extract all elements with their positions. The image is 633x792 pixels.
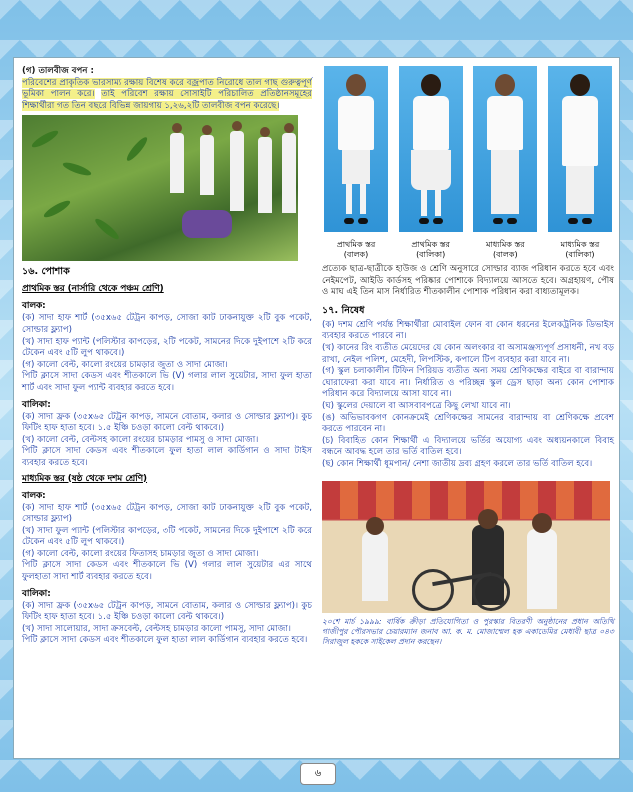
prohibition-item: (ঘ) স্কুলের দেয়ালে বা আসবাবপত্রে কিছু লেখা যাবে না। bbox=[322, 400, 511, 411]
primary-girls-item: (ক) সাদা ফ্রক (৩৫x৬৫ টেট্রন কাপড়, সামনে বোতাম, কলার ও সোল্ডার ফ্ল্যাপ)। কুচ ফিটিং হাফ হাতা হবে। ১.৫ ইঞ্চি চওড়া কালো বেল্ট থাকবে।) bbox=[22, 411, 312, 434]
secondary-boys-label: বালক: bbox=[22, 490, 46, 501]
award-ceremony-photo bbox=[322, 481, 610, 613]
uniform-primary-girl bbox=[397, 66, 465, 238]
section-g bbox=[22, 66, 312, 112]
prohibition-item: (ছ) কোন শিক্ষার্থী ধূমপান/ নেশা জাতীয় দ্রব্য গ্রহণ করলে তার ভর্তি বাতিল হবে। bbox=[322, 458, 593, 469]
secondary-level-subtitle: মাধ্যমিক স্তর (ষষ্ঠ থেকে দশম শ্রেণি) bbox=[22, 473, 148, 484]
prohibition-item: (ক) দশম শ্রেণি পর্যন্ত শিক্ষার্থীরা মোবাইল ফোন বা কোন ধরনের ইলেকট্রনিক ডিভাইস ব্যবহার করতে পারবে না। bbox=[322, 319, 614, 342]
primary-girls-label: বালিকা: bbox=[22, 399, 51, 410]
tree-planting-photo bbox=[22, 115, 298, 261]
primary-boys-label: বালক: bbox=[22, 301, 46, 312]
primary-girls-item: পিটি ক্লাসে সাদা কেডস এবং শীতকালে ফুল হাতা লাল কার্ডিগান ও সাদা টাইস ব্যবহার করতে হবে। bbox=[22, 446, 312, 468]
prohibition-item: (চ) বিবাহিত কোন শিক্ষার্থী এ বিদ্যালয়ে ভর্তির অযোগ্য এবং অধ্যয়নকালে বিবাহ বন্ধনে আবদ্ধ হলে তার ভর্তি বাতিল হবে। bbox=[322, 435, 614, 458]
section-16-title: ১৬. পোশাক bbox=[22, 266, 70, 278]
section-17-title: ১৭. নিষেধ bbox=[322, 304, 365, 316]
uniform-label: প্রাথমিক স্তর (বালিকা) bbox=[411, 240, 450, 259]
primary-girls-item: (খ) কালো বেল্ট, বেল্টসহ কালো রংয়ের চামড়ার পামসু ও সাদা মোজা। bbox=[22, 434, 259, 445]
left-column bbox=[22, 66, 312, 647]
secondary-boys-item: (গ) কালো বেল্ট, কালো রংয়ের ফিতাসহ চামড়ার জুতা ও সাদা মোজা। bbox=[22, 548, 259, 559]
primary-boys-item: (খ) সাদা হাফ প্যান্ট (পলিস্টার কাপড়ের, ২টি পকেট, সামনের দিকে দুইপাশে ২টি করে টেকেন এবং ৫টি লুপ থাকবে।) bbox=[22, 336, 312, 359]
secondary-boys-item: (ক) সাদা হাফ শার্ট (৩৫x৬৫ টেট্রন কাপড়, সোজা কাট ঢাকনাযুক্ত ২টি বুক পকেট, সোল্ডার ফ্ল্যাপ) bbox=[22, 502, 312, 525]
uniform-photo bbox=[473, 66, 537, 232]
uniform-labels bbox=[322, 238, 614, 260]
prohibition-item: (খ) কানের রিং ব্যতীত মেয়েদের যে কোন অলংকার বা অসামঞ্জস্যপূর্ণ প্রসাধনী, নখ বড় রাখা, নেইল পলিশ, মেহেদী, লিপস্টিক, কপালে টিপ ব্যবহার করা যাবে না। bbox=[322, 342, 614, 365]
uniform-label: মাধ্যমিক স্তর (বালিকা) bbox=[560, 240, 600, 259]
right-column bbox=[322, 66, 614, 647]
uniform-photo bbox=[399, 66, 463, 232]
prohibition-item: (গ) স্কুল চলাকালীন টিফিন পিরিয়ড ব্যতীত অন্য সময় শ্রেণিকক্ষের বাইরে বা বারান্দায় ঘোরাফেরা করা যাবে না। নির্ধারিত ও পরিচ্ছন্ন স্কুল ড্রেস ছাড়া অন্য কোন পোশাক পরিধান করে বিদ্যালয়ে আসা যাবে না। bbox=[322, 366, 614, 400]
secondary-boys-item: পিটি ক্লাসে সাদা কেডস এবং শীতকালে ভি (V) গলার লাল সুয়েটার এর সাথে ফুলহাতা সাদা শার্ট ব্যবহার করতে হবে। bbox=[22, 560, 312, 583]
section-g-rest: তাই পরিবেশ রক্ষায় সোসাইটি পরিচালিত প্রতিষ্ঠানসমূহের শিক্ষার্থীরা গত তিন বছরে বিভিন্ন জায়গায় ১,২৬,২টি তালবীজ বপন করেছে। bbox=[22, 89, 313, 111]
secondary-girls-item: পিটি ক্লাসে সাদা কেডস এবং শীতকালে ফুল হাতা লাল কার্ডিগান ব্যবহার করতে হবে। bbox=[22, 635, 308, 646]
section-g-highlight: পরিবেশের প্রাকৃতিক ভারসাম্য রক্ষায় বিশেষ করে বজ্রপাত নিরোধে তাল গাছ গুরুত্বপূর্ণ ভূমিকা পালন করে। bbox=[22, 77, 312, 100]
badge-paragraph: প্রত্যেক ছাত্র-ছাত্রীকে হাউজ ও শ্রেণি অনুসারে সোল্ডার ব্যাজ পরিধান করতে হবে এবং নেইমপেট, আইডি কার্ডসহ পরিষ্কার পোশাকে বিদ্যালয়ে আসতে হবে। অগ্রহায়ণ, পৌষ ও মাঘ এই তিন মাস নির্ধারিত শীতকালীন পোশাক পরিধান করা বাধ্যতামূলক। bbox=[322, 264, 614, 298]
primary-level-subtitle: প্রাথমিক স্তর (নার্সারি থেকে পঞ্চম শ্রেণি) bbox=[22, 284, 164, 295]
primary-boys-item: (ক) সাদা হাফ শার্ট (৩৫x৬৫ টেট্রন কাপড়, সোজা কাট ঢাকনাযুক্ত ২টি বুক পকেট, সোল্ডার ফ্ল্যাপ) bbox=[22, 313, 312, 335]
secondary-boys-item: (খ) সাদা ফুল প্যান্ট (পলিস্টার কাপড়ের, ৩টি পকেট, সামনের দিকে দুইপাশে ২টি করে টেকেন এবং ৫টি লুপ থাকবে।) bbox=[22, 525, 312, 548]
uniform-photo bbox=[324, 66, 388, 232]
primary-boys-item: (গ) কালো বেল্ট, কালো রংয়ের চামড়ার জুতা ও সাদা মোজা। bbox=[22, 359, 228, 370]
uniform-primary-boy bbox=[322, 66, 390, 238]
secondary-girls-label: বালিকা: bbox=[22, 588, 51, 599]
prohibition-item: (ঙ) অভিভাবকগণ কোনক্রমেই শ্রেণিকক্ষের সামনের বারান্দায় বা শ্রেণিকক্ষে প্রবেশ করতে পারবেন না। bbox=[322, 412, 614, 435]
secondary-girls-item: (খ) সাদা সালোয়ার, সাদা ক্রসবেল্ট, বেল্টসহ চামড়ার কালো পামসু, সাদা মোজা। bbox=[22, 623, 291, 634]
photo-caption: ২০শে মার্চ ১৯৯৯: বার্ষিক ক্রীড়া প্রতিযোগিতা ও পুরস্কার বিতরণী অনুষ্ঠানের প্রধান অতিথি গাজীপুর পৌরসভার চেয়ারম্যান জনাব আ. ক. ম. মোজাম্মেল হক একাডেমির মেধাবী ছাত্র ০৪৩ সিরাজুল হককে সাইকেল প্রদান করছেন। bbox=[322, 616, 614, 646]
uniform-secondary-boy bbox=[471, 66, 539, 238]
uniform-label: প্রাথমিক স্তর (বালক) bbox=[336, 240, 376, 259]
uniform-photo bbox=[548, 66, 612, 232]
secondary-girls-item: (ক) সাদা ফ্রক (৩৫x৬৫ টেট্রন কাপড়, সামনে বোতাম, কলার ও সোল্ডার ফ্ল্যাপ)। কুচ ফিটিং হাফ হাতা হবে। ১.৫ ইঞ্চি চওড়া কালো বেল্ট থাকবে।) bbox=[22, 600, 312, 623]
uniform-secondary-girl bbox=[546, 66, 614, 238]
uniform-photos bbox=[322, 66, 614, 238]
page-number: ৬ bbox=[300, 763, 336, 785]
uniform-label: মাধ্যমিক স্তর (বালক) bbox=[486, 240, 525, 259]
section-g-title: (গ) তালবীজ বপন : bbox=[22, 66, 94, 76]
primary-boys-item: পিটি ক্লাসে সাদা কেডস এবং শীতকালে ভি (V) গলার লাল সুয়েটার, সাদা ফুল হাতা শার্ট এবং সাদা ফুল প্যান্ট ব্যবহার করতে হবে। bbox=[22, 371, 312, 393]
